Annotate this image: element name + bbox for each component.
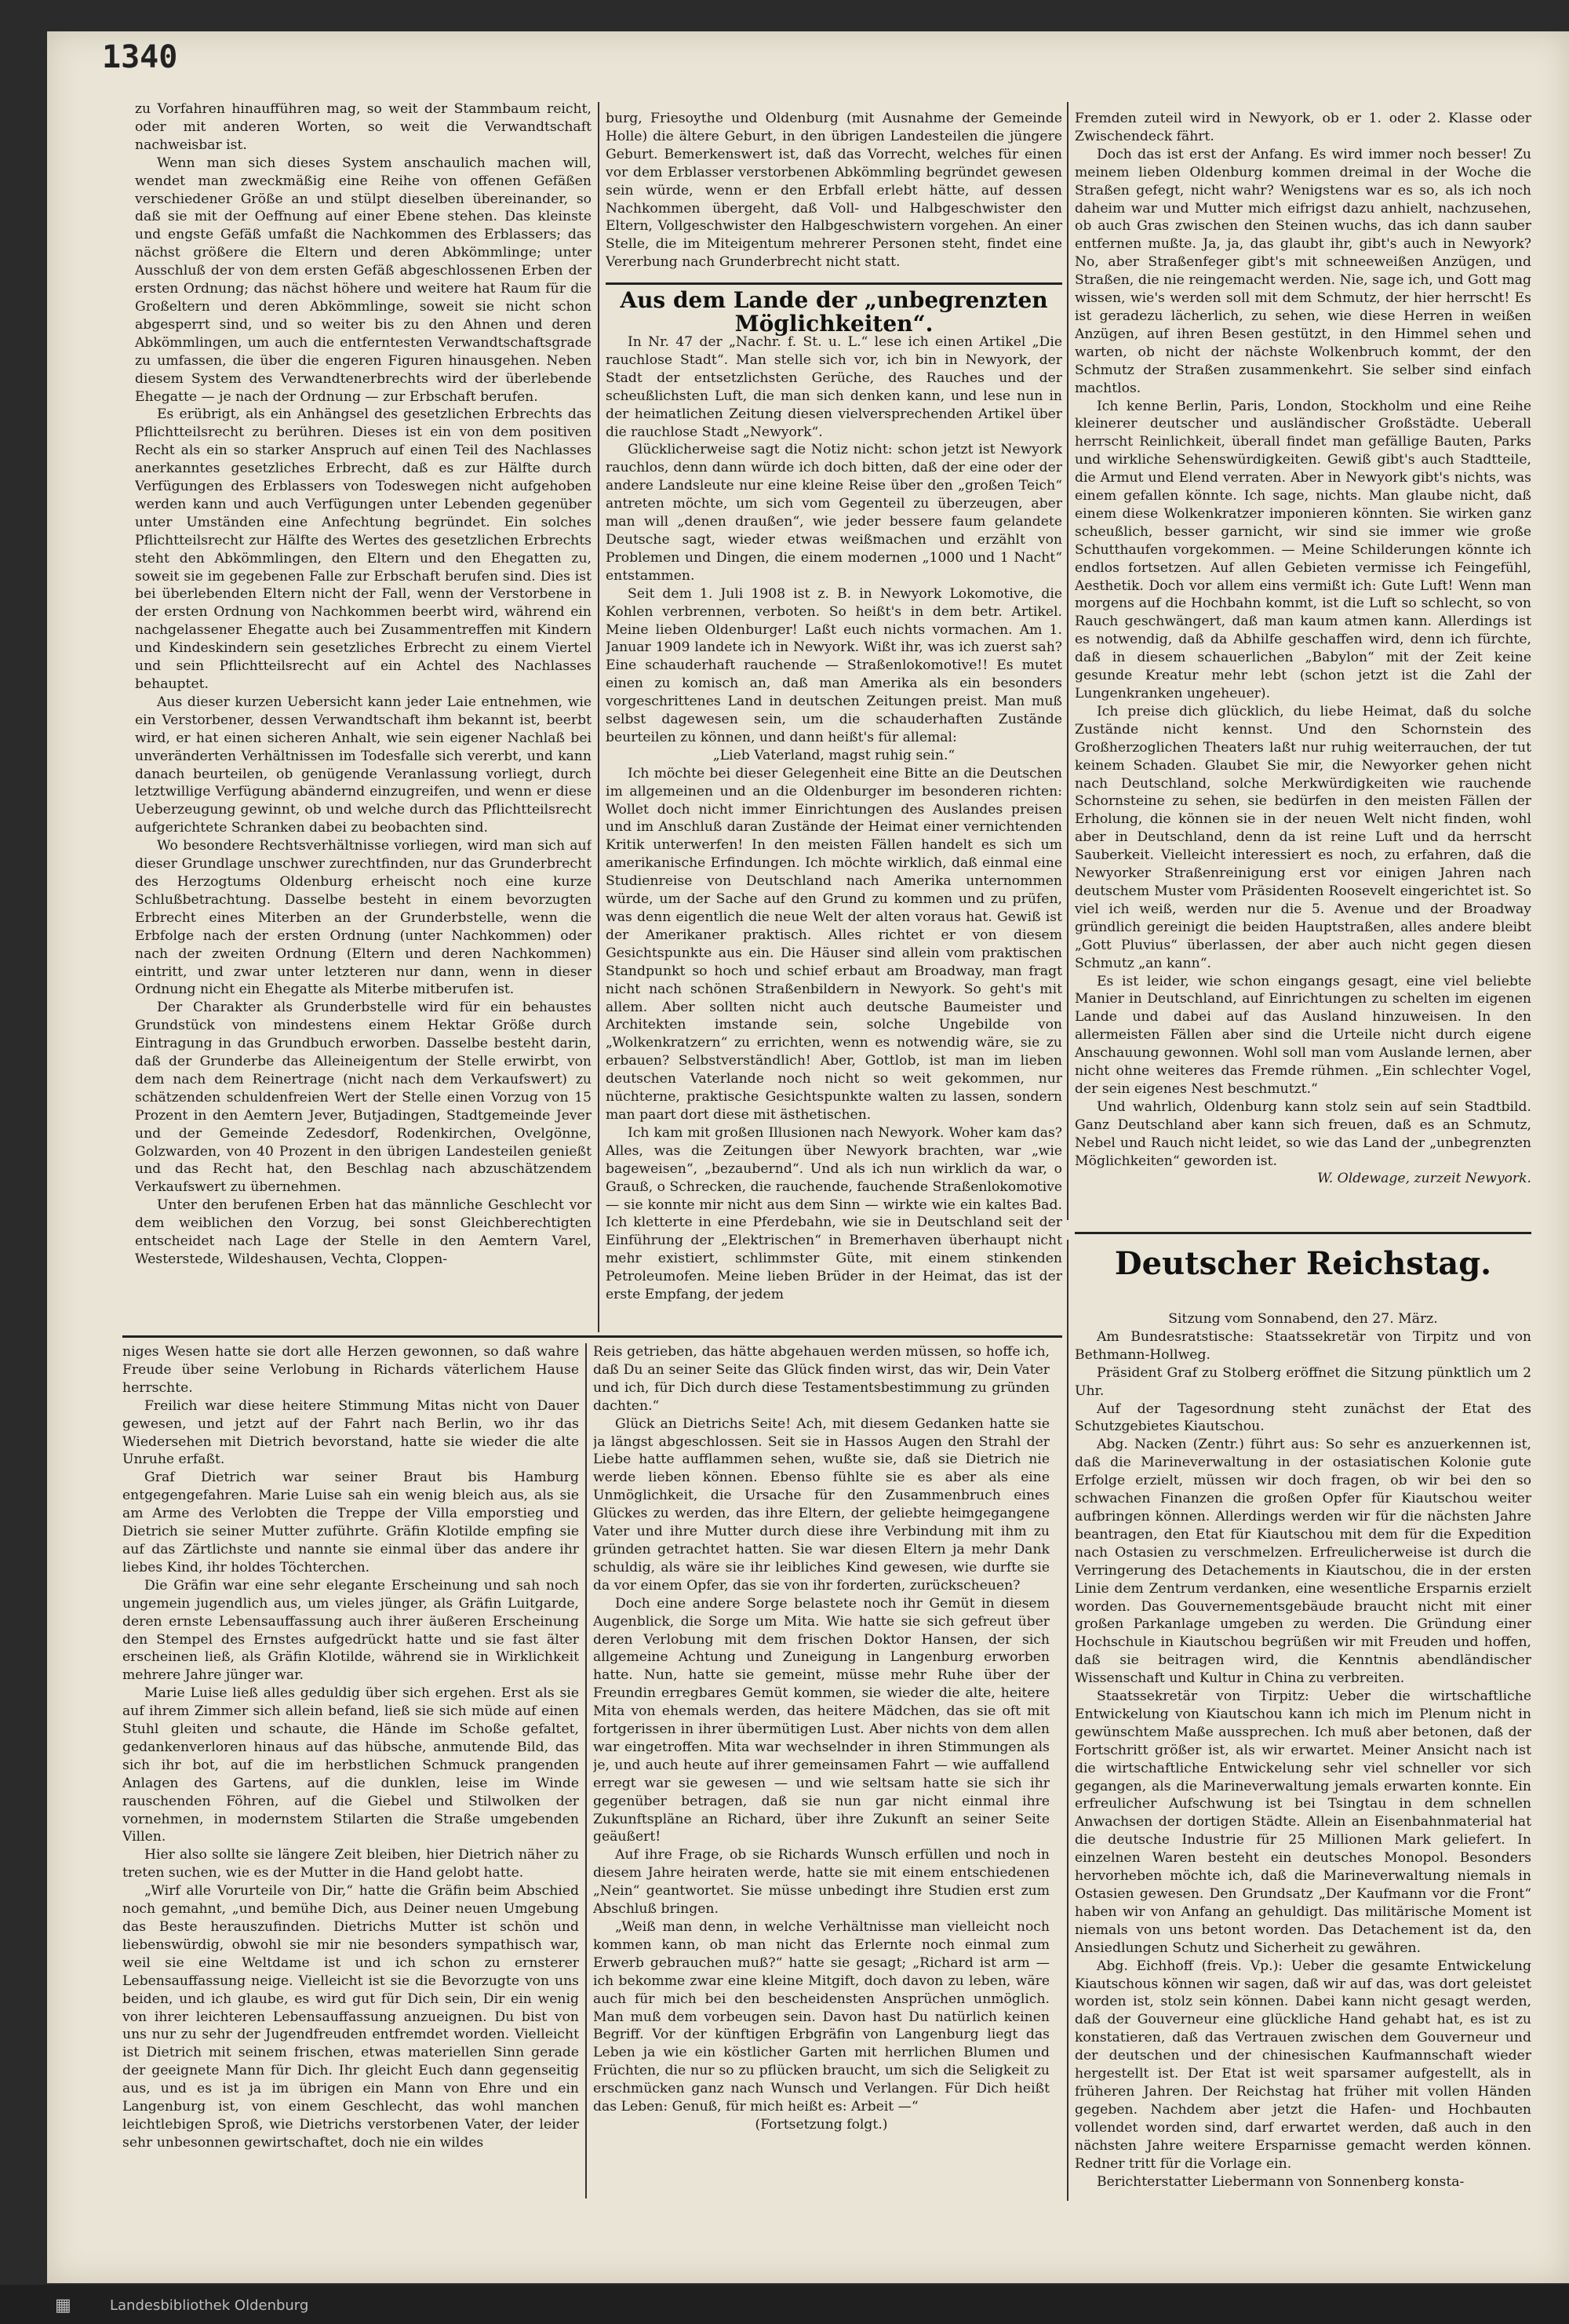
paragraph: Wo besondere Rechtsverhältnisse vorliegen, wird man sich auf dieser Grundlage unschwer zurechtfinden, nur das Grunderbrecht des Herzogtums Oldenburg erheischt noch eine kurze Schlußbetrachtung. Dasselbe besteht in einem bevorzugten Erbrecht eines Miterben an der Grunderbstelle, wenn die Erbfolge nach der ersten Ordnung (unter Nachkommen) oder nach der zweiten Ordnung (Eltern und deren Nachkommen) eintritt, und zwar unter letzteren nur dann, wenn in dieser Ordnung nicht ein Ehegatte als Miterbe mitberufen ist. (135, 838, 592, 998)
paragraph: Abg. Nacken (Zentr.) führt aus: So sehr es anzuerkennen ist, daß die Marineverwaltung in der ostasiatischen Kolonie gute Erfolge erzielt, müssen wir doch fragen, ob wir bei den so schwachen Finanzen die großen Opfer für Kiautschou weiter aufbringen können. Allerdings werden wir für die nächsten Jahre beantragen, den Etat für Kiautschou mit dem für die Expedition nach Ostasien zu verschmelzen. Erfreulicherweise ist durch die Verringerung des Detachements in Kiautschou, die in der ersten Linie dem Zentrum verdanken, eine wesentliche Ersparnis erzielt worden. Das Gouvernementsgebäude braucht nicht mit einer großen Parkanlage umgeben zu werden. Die Gründung einer Hochschule in Kiautschou begrüßen wir mit Freuden und hoffen, daß sie beitragen wird, die Kenntnis abendländischer Wissenschaft und Kultur in China zu verbreiten. (1075, 1437, 1531, 1687)
column-reichstag-report (1075, 1310, 1531, 2201)
column-divider (598, 102, 599, 1332)
viewer-footer (0, 2285, 1569, 2324)
paragraph: Unter den berufenen Erben hat das männliche Geschlecht vor dem weiblichen den Vorzug, bei sonst Gleichberechtigten entscheidet nach Lage der Stelle in den Aemtern Varel, Westerstede, Wildeshausen, Vechta, Cloppen- (135, 1197, 592, 1267)
paragraph: Abg. Eichhoff (freis. Vp.): Ueber die gesamte Entwickelung Kiautschous können wir sagen, daß wir auf das, was dort geleistet worden ist, stolz sein können. Dabei kann nicht gesagt werden, daß der Gouverneur eine glückliche Hand gehabt hat, es ist zu konstatieren, daß das Vertrauen zwischen dem Gouverneur und der deutschen und der chinesischen Kaufmannschaft wieder hergestellt ist. Der Etat ist weit sparsamer aufgestellt, als in früheren Jahren. Der Reichstag hat früher mit vollen Händen gegeben. Nachdem aber jetzt die Hafen- und Hochbauten vollendet worden sind, darf erwartet werden, daß auch in den nächsten Jahre weitere Ersparnisse gemacht werden können. Redner tritt für die Vorlage ein. (1075, 1958, 1531, 2172)
paragraph: Ich preise dich glücklich, du liebe Heimat, daß du solche Zustände nicht kennst. Und den Schornstein des Großherzoglichen Theaters laßt nur ruhig weiterrauchen, der tut keinem Schaden. Glaubet Sie mir, die Newyorker gehen nicht nach Deutschland, solche Merkwürdigkeiten wie rauchende Schornsteine zu sehen, sie bedürfen in den meisten Fällen der Erholung, die können sie in der neuen Welt nicht finden, wohl aber in Deutschland, denn da ist reine Luft und da herrscht Sauberkeit. Vielleicht interessiert es noch, zu erfahren, daß die Newyorker Straßenreinigung erst vor einigen Jahren nach deutschem Muster vom Präsidenten Roosevelt eingerichtet ist. So viel ich weiß, werden nur die 5. Avenue und der Broadway gründlich gereinigt die beiden Hauptstraßen, alles andere bleibt „Gott Pluvius“ überlassen, der aber auch nicht gegen diesen Schmutz „an kann“. (1075, 703, 1531, 971)
paragraph: Auf der Tagesordnung steht zunächst der Etat des Schutzgebietes Kiautschou. (1075, 1401, 1531, 1435)
paragraph: Die Gräfin war eine sehr elegante Erscheinung und sah noch ungemein jugendlich aus, um vieles jünger, als Gräfin Luitgarde, deren ernste Lebensauffassung auch ihrer äußeren Erscheinung den Stempel des Ernstes aufgedrückt hatte und sie fast älter erscheinen ließ, als Gräfin Klotilde, während sie in Wirklichkeit mehrere Jahre jünger war. (122, 1577, 579, 1684)
paragraph: Glück an Dietrichs Seite! Ach, mit diesem Gedanken hatte sie ja längst abgeschlossen. Seit sie in Hassos Augen den Strahl der Liebe hatte aufflammen sehen, wußte sie, daß sie Dietrich nie werde lieben können. Ebenso fühlte sie es aber als eine Unmöglichkeit, die Ursache für den Zusammenbruch eines Glückes zu werden, das ihre Eltern, der geliebte heimgegangene Vater und ihre Mutter durch diese ihre Verbindung mit ihm zu gründen getrachtet hatten. Sie war diesen Eltern ja mehr Dank schuldig, als wäre sie ihr leibliches Kind gewesen, wie durfte sie da vor einem Opfer, das sie von ihr forderten, zurückscheuen? (593, 1415, 1050, 1594)
paragraph: Berichterstatter Liebermann von Sonnenberg konsta- (1097, 2173, 1465, 2190)
column-inheritance-law-continued (606, 110, 1062, 282)
column-divider (585, 1343, 587, 2198)
paragraph: „Wirf alle Vorurteile von Dir,“ hatte die Gräfin beim Abschied noch gemahnt, „und bemühe Dich, aus Deiner neuen Umgebung das Beste herauszufinden. Dietrichs Mutter ist schön und liebenswürdig, obwohl sie mir nie besonders sympathisch war, weil sie eine Weltdame ist und ich schon zu ernsterer Lebensauffassung neige. Vielleicht ist sie die Bevorzugte von uns beiden, und ich glaube, es wird gut für Dich sein, Dir ein wenig von ihrer leichteren Lebensauffassung anzueignen. Du bist von uns nur zu sehr der Jugendfreuden entfremdet worden. Vielleicht ist Dietrich mit seinem frischen, etwas materiellen Sinn gerade der geeignete Mann für Dich. Ihr gleicht Euch dann gegenseitig aus, und es ist ja im übrigen ein Mann von Ehre und ein Langenburg ist, von einem Geschlecht, das wohl manchen leichtlebigen Sproß, wie Dietrichs verstorbenen Vater, der leider sehr unbesonnen gewirtschaftet, doch nie ein wildes (122, 1883, 579, 2151)
paragraph: Präsident Graf zu Stolberg eröffnet die Sitzung pünktlich um 2 Uhr. (1075, 1364, 1531, 1399)
column-divider (1067, 1240, 1068, 2201)
paragraph: Reis getrieben, das hätte abgehauen werden müssen, so hoffe ich, daß Du an seiner Seite das Glück finden wirst, das wir, Dein Vater und ich, für Dich durch diese Testamentsbestimmung zu gründen dachten.“ (593, 1344, 1050, 1414)
paragraph: Ich kam mit großen Illusionen nach Newyork. Woher kam das? Alles, was die Zeitungen über Newyork brachten, war „wie bageweisen“, „bezaubernd“. Und als ich nun wirklich da war, o Grauß, o Schrecken, die rauchende, fauchende Straßenlokomotive — sie konnte mir nicht aus dem Sinn — wirkte wie ein kaltes Bad. Ich kletterte in eine Pferdebahn, wie sie in Deutschland seit der Einführung der „Elektrischen“ in Bremerhaven überhaupt nicht mehr existiert, schlimmster Güte, mit einem stinkenden Petroleumofen. Meine lieben Brüder in der Heimat, das ist der erste Empfang, der jedem (606, 1124, 1062, 1303)
paragraph: Es ist leider, wie schon eingangs gesagt, eine viel beliebte Manier in Deutschland, auf Einrichtungen zu schelten im eigenen Lande und dabei auf das Ausland hinzuweisen. In den allermeisten Fällen aber sind die Urteile nicht durch eigene Anschauung gewonnen. Wohl soll man vom Auslande lernen, aber nicht ohne weiteres das Fremde rühmen. „Ein schlechter Vogel, der sein eigenes Nest beschmutzt.“ (1075, 973, 1531, 1097)
paragraph: Aus dieser kurzen Uebersicht kann jeder Laie entnehmen, wie ein Verstorbener, dessen Verwandtschaft ihm bekannt ist, beerbt wird, er hat einen sicheren Anhalt, wie sein eigener Nachlaß bei unveränderten Verhältnissen im Todesfalle sich vererbt, und kann danach beurteilen, ob genügende Veranlassung vorliegt, durch letztwillige Verfügung abändernd einzugreifen, und wenn er diese Ueberzeugung gewinnt, ob und welche durch das Pflichtteilsrecht aufgerichtete Schranken dabei zu beobachten sind. (135, 694, 592, 836)
paragraph: burg, Friesoythe und Oldenburg (mit Ausnahme der Gemeinde Holle) die ältere Geburt, in den übrigen Landesteilen die jüngere Geburt. Bemerkenswert ist, daß das Vorrecht, welches für einen vor dem Erblasser verstorbenen Abkömmling begründet gewesen sein würde, wenn er den Erbfall erlebt hätte, auf dessen Nachkommen übergeht, daß Voll- und Halbgeschwister den Eltern, Vollgeschwister den Halbgeschwistern vorgehen. An einer Stelle, die im Miteigentum mehrerer Personen steht, findet eine Vererbung nach Grunderbrecht nicht statt. (606, 111, 1062, 271)
paragraph: Wenn man sich dieses System anschaulich machen will, wendet man zweckmäßig eine Reihe von offenen Gefäßen verschiedener Größe an und stülpt dieselben übereinander, so daß sie mit der Oeffnung auf einer Ebene stehen. Das kleinste und engste Gefäß umfaßt die Nachkommen des Erblassers; das nächst größere die Eltern und deren Abkömmlinge; unter Ausschluß der von dem ersten Gefäß abgeschlossenen Erben der ersten Ordnung; das nächst höhere und weitere hat Raum für die Großeltern und deren Abkömmlinge, soweit sie nicht schon abgesperrt sind, und so weiter bis zu den Ahnen und deren Abkömmlingen, um auch die entferntesten Verwandtschaftsgrade zu umfassen, die über die engeren Figuren hinausgehen. Neben diesem System des Verwandtenerbrechts wird der überlebende Ehegatte — je nach der Ordnung — zur Erbschaft berufen. (135, 155, 592, 405)
paragraph: In Nr. 47 der „Nachr. f. St. u. L.“ lese ich einen Artikel „Die rauchlose Stadt“. Man stelle sich vor, ich bin in Newyork, der Stadt der entsetzlichsten Gerüche, des Rauches und der scheußlichsten Luft, die man sich denken kann, und lese nun in der heimatlichen Zeitung diesen vielversprechenden Artikel über die rauchlose Stadt „Newyork“. (606, 334, 1062, 440)
paragraph: Der Charakter als Grunderbstelle wird für ein behaustes Grundstück von mindestens einem Hektar Größe durch Eintragung in das Grundbuch erworben. Dasselbe besteht darin, daß der Grunderbe das Alleineigentum der Stelle erwirbt, von dem nach dem Reinertrage (nicht nach dem Verkaufswert) zu schätzenden schuldenfreien Wert der Stelle einen Vorzug von 15 Prozent in den Aemtern Jever, Butjadingen, Stadtgemeinde Jever und der Gemeinde Zedesdorf, Rodenkirchen, Ovelgönne, Golzwarden, von 40 Prozent in den übrigen Landesteilen genießt und das Recht hat, den Beschlag nach abzuschätzendem Verkaufswert zu übernehmen. (135, 1000, 592, 1196)
paragraph: Graf Dietrich war seiner Braut bis Hamburg entgegengefahren. Marie Luise sah ein wenig bleich aus, als sie am Arme des Verlobten die Treppe der Villa emporstieg und Dietrich sie seiner Mutter zuführte. Gräfin Klotilde empfing sie auf das Zärtlichste und nannte sie einmal über das andere ihr liebes Kind, ihr holdes Töchterchen. (122, 1470, 579, 1575)
paragraph: Glücklicherweise sagt die Notiz nicht: schon jetzt ist Newyork rauchlos, denn dann würde ich doch bitten, daß der eine oder der andere Landsleute nur eine kleine Reise über den „großen Teich“ antreten möchte, um sich vom Gegenteil zu überzeugen, aber man will „denen draußen“, wie jeder bessere faum gelandete Deutsche sagt, wieder etwas weißmachen und erzählt von Problemen und Dingen, die einem modernen „1000 und 1 Nacht“ entstammen. (606, 442, 1062, 584)
column-novel-serial-continued (593, 1343, 1050, 2198)
column-new-york-continued (1075, 110, 1531, 1222)
column-new-york-article (606, 333, 1062, 1328)
column-inheritance-law (135, 100, 592, 1336)
feuilleton-divider (122, 1335, 1062, 1338)
paragraph: Staatssekretär von Tirpitz: Ueber die wirtschaftliche Entwickelung von Kiautschou kann ich mich im Plenum nicht in gewünschtem Maße aussprechen. Ich muß aber betonen, daß der Fortschritt größer ist, als wir erwartet. Meiner Ansicht nach ist die wirtschaftliche Entwickelung sehr viel schneller vor sich gegangen, als die Marineverwaltung jemals erwarten konnte. Ein erfreulicher Aufschwung ist bei Tsingtau in dem schnellen Anwachsen der dortigen Städte. Allein an Eisenbahnmaterial hat die deutsche Industrie für 25 Millionen Mark geliefert. In einzelnen Waren besteht ein deutsches Monopol. Besonders hervorheben möchte ich, daß die Marineverwaltung niemals in Ostasien gewesen. Den Grundsatz „Der Kaufmann vor die Front“ haben wir von Anfang an gehuldigt. Das militärische Moment ist niemals von uns betont worden. Das Detachement ist da, den Ansiedlungen Schutz und Sicherheit zu gewähren. (1075, 1688, 1531, 1956)
library-name: Landesbibliothek Oldenburg (110, 2297, 309, 2314)
library-logo-icon: ▦ (55, 2296, 71, 2315)
paragraph: Und wahrlich, Oldenburg kann stolz sein auf sein Stadtbild. Ganz Deutschland aber kann sich freuen, daß es an Schmutz, Nebel und Rauch nicht leidet, so wie das Land der „unbegrenzten Möglichkeiten“ geworden ist. (1075, 1098, 1531, 1169)
paragraph: Marie Luise ließ alles geduldig über sich ergehen. Erst als sie auf ihrem Zimmer sich allein befand, ließ sie sich müde auf einen Stuhl gleiten und schaute, die Hände im Schoße gefaltet, gedankenverloren hinaus auf das hübsche, anmutende Bild, das sich ihr bot, auf die im herbstlichen Schmuck prangenden Anlagen des Gartens, auf die dunklen, leise im Winde rauschenden Föhren, auf die Giebel und Stilwolken der vornehmen, in modernstem Stilarten die Straße umgebenden Villen. (122, 1685, 579, 1845)
author-signature: W. Oldewage, zurzeit Newyork. (1317, 1171, 1531, 1187)
column-divider (1067, 102, 1068, 1220)
session-date: Sitzung vom Sonnabend, den 27. März. (1168, 1311, 1438, 1327)
paragraph: niges Wesen hatte sie dort alle Herzen gewonnen, so daß wahre Freude über seine Verlobung in Richards väterlichem Hause herrschte. (122, 1344, 579, 1396)
paragraph: Ich kenne Berlin, Paris, London, Stockholm und eine Reihe kleinerer deutscher und ausländischer Großstädte. Ueberall herrscht Reinlichkeit, überall findet man gefällige Bauten, Parks und wirkliche Sehenswürdigkeiten. Gewiß gibt's auch Stadtteile, die Armut und Elend verraten. Aber in Newyork gibt's nichts, was einem gefallen könnte. Ich sage, nichts. Man glaube nicht, daß einem diese Wolkenkratzer imponieren könnten. Sie wirken ganz scheußlich, besser garnicht, wir sind sie immer wie große Schutthaufen vorgekommen. — Meine Schilderungen könnte ich endlos fortsetzen. Auf allen Gebieten vermisse ich Feingefühl, Aesthetik. Doch vor allem eins vermißt ich: Gute Luft! Wenn man morgens auf die Hochbahn kommt, ist die Luft so schlecht, so von Rauch geschwängert, daß man kaum atmen kann. Allerdings ist es notwendig, daß da Abhilfe geschaffen wird, denn ich fürchte, daß in diesem schauerlichen „Babylon“ mit der Zeit keine gesunde Kreatur mehr lebt (schon jetzt ist die Zahl der Lungenkranken ungeheuer). (1075, 398, 1531, 701)
reichstag-title: Deutscher Reichstag. (1114, 1245, 1492, 1282)
continuation-note: (Fortsetzung folgt.) (755, 2116, 888, 2133)
article-divider (606, 282, 1062, 285)
paragraph: Doch das ist erst der Anfang. Es wird immer noch besser! Zu meinem lieben Oldenburg kommen dreimal in der Woche die Straßen gefegt, nicht wahr? Wenigstens war es so, als ich noch daheim war und Mutter mich eifrigst dazu anhielt, nachzusehen, ob auch Gras zwischen den Steinen wuchs, das ich dann sauber entfernen mußte. Ja, ja, das glaubt ihr, gibt's auch in Newyork? No, aber Straßenfeger gibt's mit schneeweißen Anzügen, und Straßen, die nie reingemacht werden. Nie, sage ich, und Gott mag wissen, wie's werden soll mit dem Schmutz, der hier herrscht! Es ist geradezu lächerlich, zu sehen, wie diese Herren in weißen Anzügen, auf ihren Besen gestützt, in den Himmel sehen und warten, ob nicht der nächste Wolkenbruch kommt, der den Schmutz der Straßen zusammenkehrt. Sie selber sind einfach machtlos. (1075, 146, 1531, 396)
column-novel-serial (122, 1343, 579, 2198)
paragraph: Doch eine andere Sorge belastete noch ihr Gemüt in diesem Augenblick, die Sorge um Mita. Wie hatte sie sich gefreut über deren Verlobung mit dem frischen Doktor Hansen, der sich allgemeine Achtung und Zuneigung in Langenburg erworben hatte. Nun, hatte sie gemeint, müsse mehr Ruhe über der Freundin erregbares Gemüt kommen, sie wieder die alte, heitere Mita von ehemals werden, das heitere Mädchen, das sie oft mit fortgerissen in ihrer übermütigen Lust. Aber nichts von dem allen war eingetroffen. Mita war wechselnder in ihren Stimmungen als je, und auch heute auf ihrer gemeinsamen Fahrt — wie auffallend erregt war sie gewesen — und wie seltsam hatte sie sich ihr gegenüber betragen, daß sie nun gar nicht einmal ihre Zukunftspläne an Richard, über ihre Zukunft an seiner Seite geäußert! (593, 1595, 1050, 1845)
paragraph: Auf ihre Frage, ob sie Richards Wunsch erfüllen und noch in diesem Jahre heiraten werde, hatte sie mit einem entschiedenen „Nein“ geantwortet. Sie müsse unbedingt ihre Studien erst zum Abschluß bringen. (593, 1847, 1050, 1918)
paragraph: Hier also sollte sie längere Zeit bleiben, hier Dietrich näher zu treten suchen, wie es der Mutter in die Hand gelobt hatte. (122, 1847, 579, 1881)
article-divider (1075, 1232, 1531, 1234)
paragraph: Freilich war diese heitere Stimmung Mitas nicht von Dauer gewesen, und jetzt auf der Fahrt nach Berlin, wo ihr das Wiedersehen mit Dietrich bevorstand, hatte sie wieder die alte Unruhe erfaßt. (122, 1397, 579, 1468)
paragraph: Ich möchte bei dieser Gelegenheit eine Bitte an die Deutschen im allgemeinen und an die Oldenburger im besonderen richten: Wollet doch nicht immer Einrichtungen des Auslandes preisen und im Anschluß daran Zustände der Heimat einer vernichtenden Kritik unterwerfen! In den meisten Fällen handelt es sich um amerikanische Erfindungen. Ich möchte wirklich, daß einmal eine Studienreise von Deutschland nach Amerika unternommen würde, um der Sache auf den Grund zu kommen und zu prüfen, was denn eigentlich die neue Welt der alten voraus hat. Gewiß ist der Amerikaner praktisch. Alles richtet er von diesem Gesichtspunkte aus ein. Die Häuser sind allein vom praktischen Standpunkt so hoch und schief erbaut am Broadway, man fragt nicht nach schönen Straßenbildern in Newyork. So geht's mit allem. Aber sollten nicht auch deutsche Baumeister und Architekten imstande sein, solche Ungebilde von „Wolkenkratzern“ zu errichten, wenn es notwendig wäre, sie zu erbauen? Selbstverständlich! Aber, Gottlob, ist man im lieben deutschen Vaterlande noch nicht so weit gekommen, nur nüchterne, praktische Gesichtspunkte walten zu lassen, sondern man paart dort diese mit ästhetischen. (606, 765, 1062, 1123)
article-title-new-york: Aus dem Lande der „unbegrenzten Möglichkeiten“. (620, 287, 1048, 337)
paragraph: Es erübrigt, als ein Anhängsel des gesetzlichen Erbrechts das Pflichtteilsrecht zu berühren. Dieses ist ein von dem positiven Recht als ein so starker Anspruch auf einen Teil des Nachlasses anerkanntes gesetzliches Erbrecht, daß es zur Hälfte durch Verfügungen des Erblassers von Todeswegen nicht aufgehoben werden kann und auch Verfügungen unter Lebenden gegenüber unter Umständen eine Anfechtung begründet. Ein solches Pflichtteilsrecht zur Hälfte des Wertes des gesetzlichen Erbrechts steht den Abkömmlingen, den Eltern und den Ehegatten zu, soweit sie im gegebenen Falle zur Erbschaft berufen sind. Dies ist bei überlebenden Eltern nicht der Fall, wenn der Verstorbene in der ersten Ordnung von Nachkommen beerbt wird, während ein nachgelassener Ehegatte auch bei Zusammentreffen mit Kindern und Kindeskindern sein gesetzliches Erbrecht zu einem Viertel und sein Pflichtteilsrecht auf ein Achtel des Nachlasses behauptet. (135, 406, 592, 692)
paragraph: „Weiß man denn, in welche Verhältnisse man vielleicht noch kommen kann, ob man nicht das Erlernte noch einmal zum Erwerb gebrauchen muß?“ hatte sie gesagt; „Richard ist arm — ich bekomme zwar eine kleine Mitgift, doch davon zu leben, wäre auch für mich bei den bescheidensten Ansprüchen unmöglich. Man muß dem vorbeugen sein. Davon hast Du natürlich keinen Begriff. Vor der künftigen Erbgräfin von Langenburg liegt das Leben ja wie ein köstlicher Garten mit herrlichen Blumen und Früchten, die nur so zu pflücken braucht, um sich die Seligkeit zu erschmücken ganz nach Wunsch und Verlangen. Für Dich heißt das Leben: Genuß, für mich heißt es: Arbeit —“ (593, 1919, 1050, 2115)
page-number: 1340 (102, 39, 178, 75)
paragraph: zu Vorfahren hinaufführen mag, so weit der Stammbaum reicht, oder mit anderen Worten, so weit die Verwandtschaft nachweisbar ist. (135, 101, 592, 153)
paragraph: Am Bundesratstische: Staatssekretär von Tirpitz und von Bethmann-Hollweg. (1075, 1328, 1531, 1363)
quote-line: „Lieb Vaterland, magst ruhig sein.“ (712, 747, 956, 763)
paragraph: Seit dem 1. Juli 1908 ist z. B. in Newyork Lokomotive, die Kohlen verbrennen, verboten. So heißt's in dem betr. Artikel. Meine lieben Oldenburger! Laßt euch nichts vormachen. Am 1. Januar 1909 landete ich in Newyork. Wißt ihr, was ich zuerst sah? Eine schauderhaft rauchende — Straßenlokomotive!! Es mutet einen zu komisch an, daß man Amerika als ein besonders vorgeschrittenes Land in deutschen Zeitungen preist. Man muß selbst dagewesen sein, um die schauderhaften Zustände beurteilen zu können, und dann heißt's für allemal: (606, 585, 1062, 745)
paragraph: Fremden zuteil wird in Newyork, ob er 1. oder 2. Klasse oder Zwischendeck fährt. (1075, 111, 1531, 144)
